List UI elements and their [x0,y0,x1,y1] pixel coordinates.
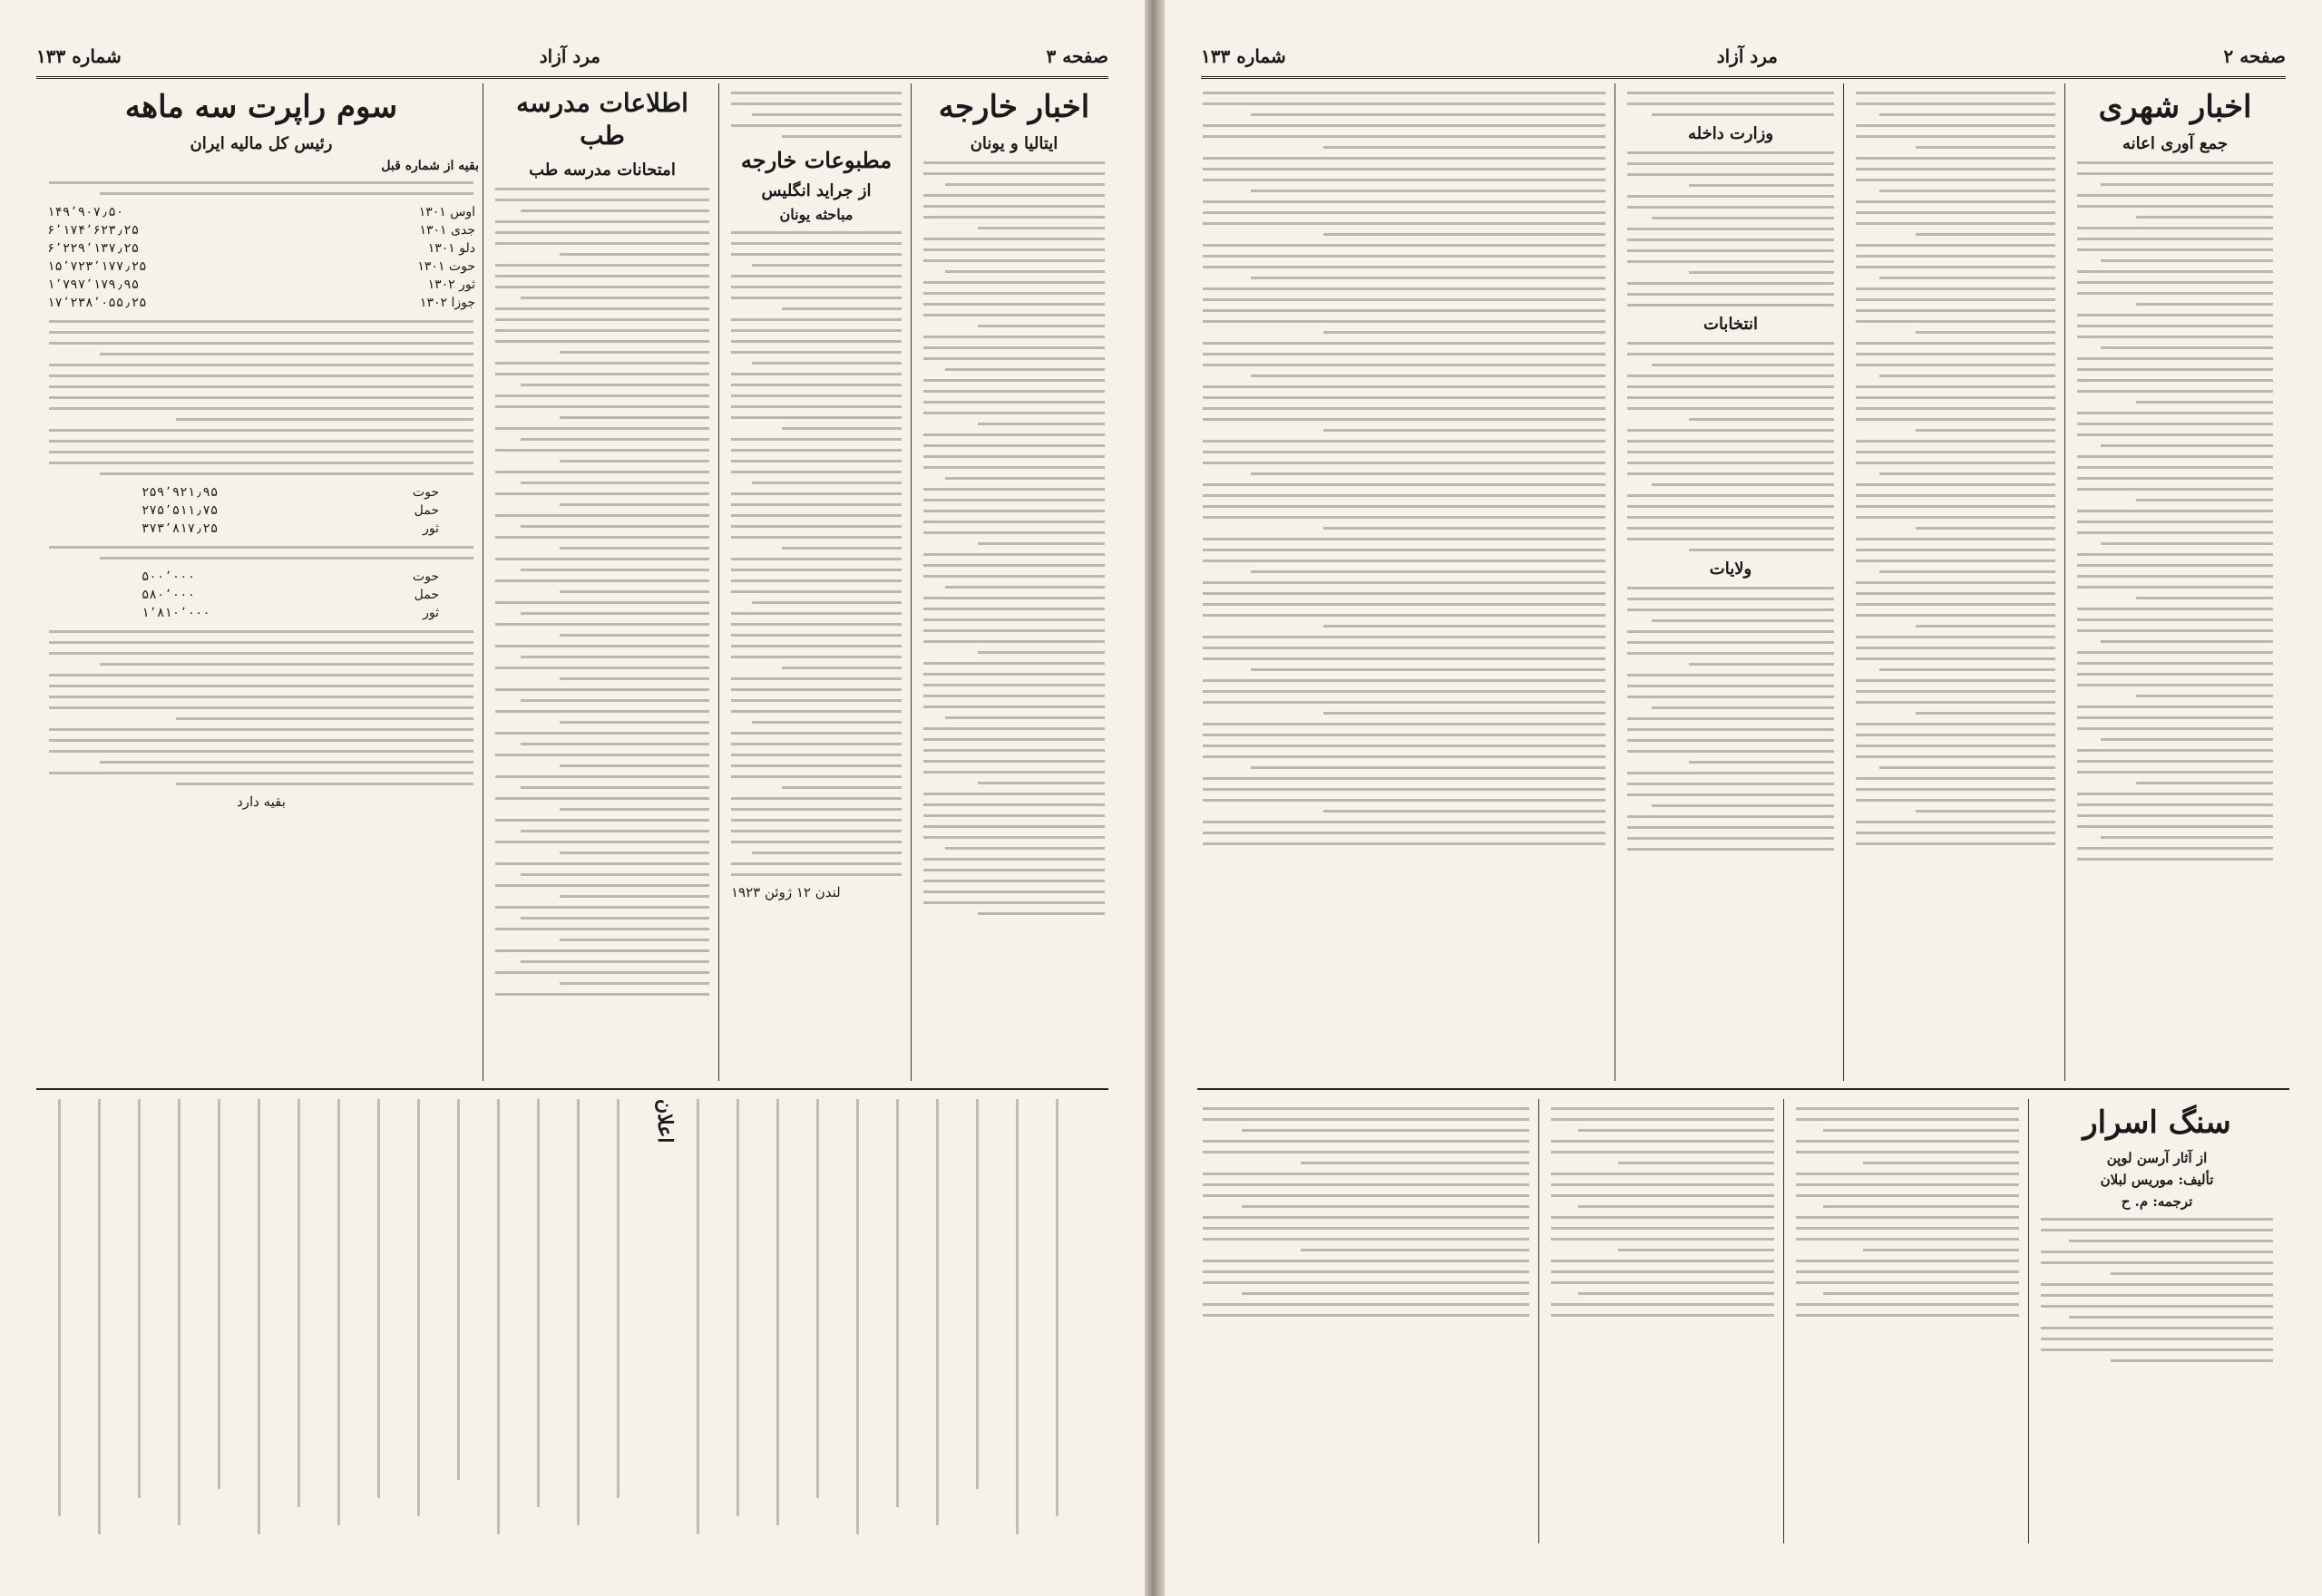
masthead-right [1201,40,2286,79]
school-notices-column [490,83,715,1081]
school-notices-heading: اطلاعات مدرسه طب [516,88,688,151]
city-news-heading: اخبار شهری [2098,89,2252,125]
table-row: جدی ۱۳۰۱ ۶٬۱۷۴٬۶۲۳٫۲۵ [47,223,475,238]
table-row: حمل ۲۷۵٬۵۱۱٫۷۵ [141,503,439,519]
page-gutter [1145,0,1165,1596]
foreign-news-subheading: ایتالیا و یونان [970,134,1059,154]
city-news-column [2072,83,2278,1081]
serial-story-author: تألیف: موریس لبلان [2100,1172,2214,1189]
right-page [1165,0,2322,1596]
serial-story-translator: ترجمه: م. ح [2121,1193,2193,1211]
foreign-press-section: مباحثه یونان [779,206,854,224]
quarter-table [138,568,443,622]
table-row: ثور ۱٬۸۱۰٬۰۰۰ [141,606,439,621]
masthead-left [36,40,1108,79]
serial-story-subtitle: از آثار آرسن لوپن [2106,1150,2208,1167]
classified-section [45,1099,1107,1552]
left-page [0,0,1145,1596]
school-notices-subheading: امتحانات مدرسه طب [529,160,676,180]
news-column-4 [1197,83,1611,1081]
newspaper-name-left: مرد آزاد [539,45,600,67]
issue-number-right: شماره ۱۳۳ [1201,45,1286,67]
report-continued: بقیه از شماره قبل [381,159,479,174]
serial-story-column-4 [1197,1099,1535,1552]
issue-number-left: صفحه ۳ [1046,45,1108,67]
monthly-table [138,483,443,538]
foreign-news-heading: اخبار خارجه [938,89,1090,125]
interior-item-1: وزارت داخله [1687,124,1774,143]
table-row: حوت ۱۳۰۱ ۱۵٬۷۲۳٬۱۷۷٫۲۵ [47,259,475,275]
report-to-be-continued: بقیه دارد [237,793,286,811]
table-row: حوت ۵۰۰٬۰۰۰ [141,569,439,585]
foreign-news-column [918,83,1110,1081]
classified-heading: اعلان [653,1099,677,1143]
table-row: ثور ۳۷۳٬۸۱۷٫۲۵ [141,521,439,537]
serial-story-heading: سنگ اسرار [2083,1105,2231,1141]
interior-item-2: انتخابات [1703,315,1758,334]
foreign-press-heading: مطبوعات خارجه [740,147,893,173]
interior-item-3: ولایات [1709,560,1752,579]
foreign-press-source: از جراید انگلیس [761,181,872,201]
table-row: حوت ۲۵۹٬۹۲۱٫۹۵ [141,485,439,501]
foreign-press-column [726,83,907,1081]
news-column-2 [1850,83,2061,1081]
financial-report-column [44,83,479,1081]
table-row: اوس ۱۳۰۱ ۱۴۹٬۹۰۷٫۵۰ [47,205,475,220]
serial-story-column-3 [1546,1099,1780,1552]
city-news-subheading: جمع آوری اعانه [2122,134,2228,154]
foreign-press-dateline: لندن ۱۲ ژوئن ۱۹۲۳ [731,884,841,901]
report-subheading: رئیس کل مالیه ایران [190,134,333,154]
serial-story-column [2035,1099,2278,1552]
page-number-right: صفحه ۲ [2223,45,2286,67]
report-heading: سوم راپرت سه ماهه [124,89,398,125]
table-row: حمل ۵۸۰٬۰۰۰ [141,588,439,603]
table-row: ثور ۱۳۰۲ ۱٬۷۹۷٬۱۷۹٫۹۵ [47,277,475,293]
table-row: دلو ۱۳۰۱ ۶٬۲۲۹٬۱۳۷٫۲۵ [47,241,475,257]
newspaper-name-right: مرد آزاد [1716,45,1778,67]
serial-story-column-2 [1790,1099,2024,1552]
interior-column [1622,83,1839,1081]
table-row: جوزا ۱۳۰۲ ۱۷٬۲۳۸٬۰۵۵٫۲۵ [47,296,475,311]
revenue-table [44,203,479,312]
page-number-left: شماره ۱۳۳ [36,45,122,67]
